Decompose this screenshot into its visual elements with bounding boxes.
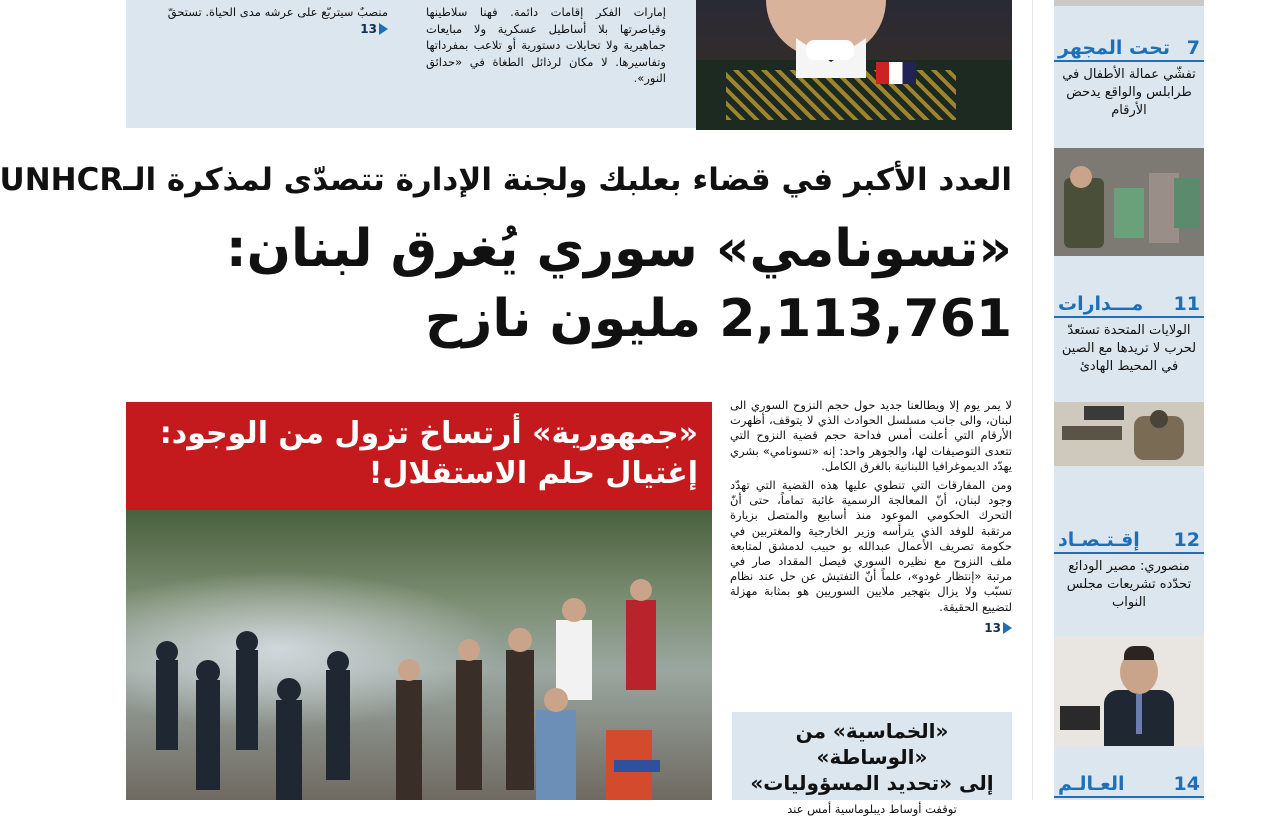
page-ref-number: 13: [360, 21, 377, 36]
top-story-text-3: منصبٌ سيتربّع على عرشه مدى الحياة. تستحقّ: [167, 5, 388, 19]
artsakh-headline-box: [126, 402, 712, 510]
article-paragraph-1: لا يمر يوم إلا ويطالعنا جديد حول حجم النزوح السوري الى لبنان، والى جانب مسلسل الحوادث الذي لا يتوقف، أظهرت الأرقام التي أعلنت أمس فداحة حجم قضية النزوح التي تتعدى التوصيفات لها، والجوهر واحد: إنه «تسونامي» بشري يهدّد الديموغرافيا اللبنانية بالغرق الكامل.: [730, 398, 1012, 473]
main-headline-block: [0, 128, 1012, 390]
arrow-icon: [379, 23, 388, 35]
sidebar-section-title: العـالـم: [1058, 773, 1125, 795]
sidebar-section-under-microscope[interactable]: [1054, 36, 1204, 120]
sidebar-page-number: 11: [1173, 293, 1200, 315]
soldiers-photo: [1054, 402, 1204, 466]
artsakh-headline-line-2: إغتيال حلم الاستقلال!: [368, 456, 698, 491]
sidebar-page-number: 14: [1173, 773, 1200, 795]
top-story-text-2: إمارات الفكر إقامات دائمة. فهنا سلاطينها وقياصرتها بلا أساطيل عسكرية ولا مبايعات جماهيرية ولا تحايلات دستورية أو تلاعب بمفرداتها وتفاسيرها. لا مكان لرذائل الطغاة في «حدائق النور».: [426, 5, 666, 85]
protest-crowd-figures: [126, 510, 712, 800]
column-divider: [1032, 0, 1033, 800]
sidebar-teaser: تفشّي عمالة الأطفال في طرابلس والواقع يدحض الأرقام: [1062, 67, 1196, 118]
sidebar-section-world[interactable]: [1054, 772, 1204, 798]
main-headline: [226, 214, 1012, 354]
khamasiya-body: توقفت أوساط ديبلوماسية أمس عند: [787, 802, 957, 816]
top-story-band: [126, 0, 1012, 128]
main-headline-line-1: «تسونامي» سوري يُغرق لبنان:: [225, 219, 1012, 279]
main-headline-line-2: 2,113,761 مليون نازح: [424, 289, 1012, 349]
sidebar-section-header: [1054, 772, 1204, 798]
artsakh-headline-line-1: «جمهورية» أرتساخ تزول من الوجود:: [159, 416, 698, 451]
sidebar-section-economy[interactable]: [1054, 528, 1204, 612]
protest-photo: [126, 510, 712, 800]
sidebar-section-title: مـــدارات: [1058, 293, 1144, 315]
sidebar-section-title: تحت المجهر: [1058, 37, 1170, 59]
maalouf-portrait-photo: [696, 0, 1012, 128]
headline-kicker: العدد الأكبر في قضاء بعلبك ولجنة الإدارة تتصدّى لمذكرة الـUNHCR: [0, 162, 1012, 198]
sidebar-top-strip: [1054, 0, 1204, 6]
article-paragraph-2: ومن المفارقات التي تنطوي عليها هذه القضية التي تهدّد وجود لبنان، أنّ المعالجة الرسمية غائبة تماماً، حتى أنّ التحرك الحكومي الموعود منذ أسابيع والمتصل بزيارة مرتقبة للوفد الذي يترأسه وزير الخارجية والمغتربين في حكومة تصريف الأعمال عبدالله بو حبيب لدمشق لمتابعة ملف النزوح مع نظيره السوري فيصل المقداد صار في مرتبة «إنتظار غودو»، علماً أنّ التفتيش عن حل عند نظام تسبّب ولا يزال بتهجير ملايين السوريين هو بمثابة مهزلة لتضييع الحقيقة.: [730, 478, 1012, 614]
sidebar-section-header: [1054, 292, 1204, 318]
khamasiya-headline-line-2: إلى «تحديد المسؤوليات»: [750, 771, 994, 795]
article-page-ref[interactable]: [984, 621, 1012, 636]
page-ref-number: 13: [984, 620, 1001, 635]
sidebar-section-header: [1054, 528, 1204, 554]
sidebar-section-title: إقـتـصـاد: [1058, 529, 1140, 551]
minister-photo: [1054, 636, 1204, 746]
top-story-column-3: [138, 4, 388, 37]
khamasiya-headline-line-1: «الخماسية» من «الوساطة»: [795, 719, 949, 769]
sidebar-teaser: الولايات المتحدة تستعدّ لحرب لا تريدها مع الصين في المحيط الهادئ: [1061, 323, 1197, 374]
sidebar-section-header: [1054, 36, 1204, 62]
sidebar-section-madarat[interactable]: [1054, 292, 1204, 376]
sidebar-teaser: منصوري: مصير الودائع تحدّده تشريعات مجلس النواب: [1066, 559, 1192, 610]
children-labor-photo: [1054, 148, 1204, 256]
arrow-icon: [1003, 622, 1012, 634]
khamasiya-box: [732, 712, 1012, 816]
refugee-article: [730, 398, 1012, 636]
sidebar-page-number: 7: [1186, 37, 1200, 59]
top-story-page-ref[interactable]: [360, 21, 388, 38]
top-story-column-2: [426, 4, 666, 87]
sidebar-page-number: 12: [1173, 529, 1200, 551]
